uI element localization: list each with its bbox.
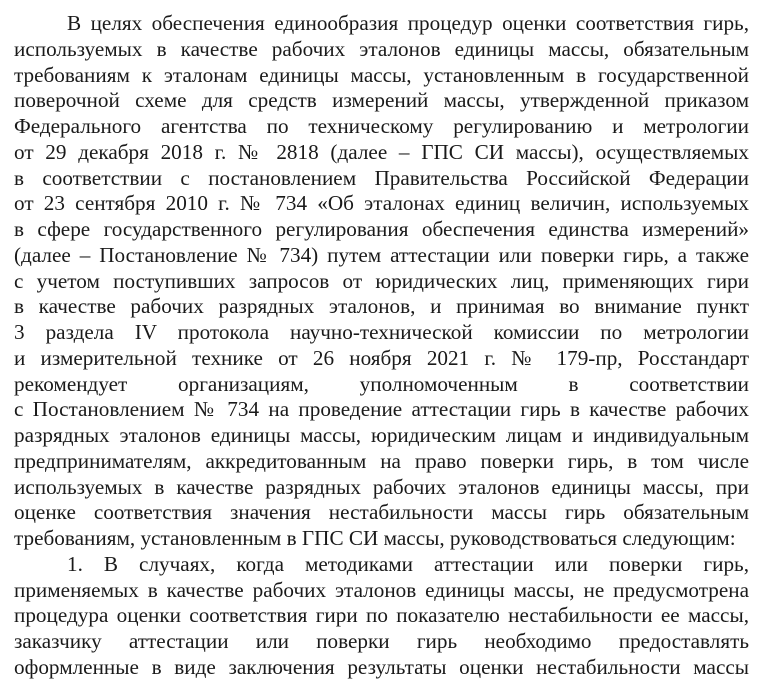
- text-line: 1. В случаях, когда методиками аттестации или поверки гирь,: [67, 551, 749, 576]
- text-line: требованиям к эталонам единицы массы, установленным в государственной: [14, 62, 749, 87]
- text-line: используемых в качестве разрядных рабочих эталонов единицы массы, при: [14, 474, 749, 499]
- paragraph-item-1: [14, 552, 749, 681]
- text-line: В целях обеспечения единообразия процедур оценки соответствия гирь,: [67, 11, 749, 35]
- text-line: от 29 декабря 2018 г. № 2818 (далее – ГПС СИ массы), осуществляемых: [14, 139, 749, 164]
- text-line: (далее – Постановление № 734) путем аттестации или поверки гирь, а также: [14, 242, 749, 267]
- text-line: в качестве рабочих разрядных эталонов, и принимая во внимание пункт: [14, 294, 749, 319]
- text-line: и измерительной технике от 26 ноября 2021 г. № 179-пр, Росстандарт: [14, 345, 749, 370]
- text-line: от 23 сентября 2010 г. № 734 «Об эталонах единиц величин, используемых: [14, 191, 749, 216]
- text-line: Федерального агентства по техническому регулированию и метрологии: [14, 114, 749, 138]
- text-line: требованиям, установленным в ГПС СИ массы, руководствоваться следующим:: [14, 526, 736, 550]
- document-page: [14, 11, 749, 681]
- text-line: рекомендует организациям, уполномоченным в соответствии: [14, 371, 749, 396]
- text-line: предпринимателям, аккредитованным на право поверки гирь, в том числе: [14, 448, 749, 473]
- text-line: в сфере государственного регулирования обеспечения единства измерений»: [14, 217, 749, 241]
- text-line: оформленные в виде заключения результаты оценки нестабильности массы: [14, 654, 749, 679]
- text-line: в соответствии с постановлением Правительства Российской Федерации: [14, 165, 749, 190]
- text-line: разрядных эталонов единицы массы, юридическим лицам и индивидуальным: [14, 423, 749, 447]
- text-line: 3 раздела IV протокола научно-технической комиссии по метрологии: [14, 320, 749, 344]
- paragraph-intro: [14, 11, 749, 552]
- text-line: с учетом поступивших запросов от юридических лиц, применяющих гири: [14, 268, 749, 293]
- text-line: применяемых в качестве рабочих эталонов единицы массы, не предусмотрена: [14, 577, 749, 602]
- text-line: с Постановлением № 734 на проведение аттестации гирь в качестве рабочих: [14, 397, 749, 422]
- text-line: процедура оценки соответствия гири по показателю нестабильности ее массы,: [14, 603, 749, 628]
- text-line: используемых в качестве рабочих эталонов единицы массы, обязательным: [14, 36, 749, 61]
- text-line: поверочной схеме для средств измерений массы, утвержденной приказом: [14, 88, 749, 113]
- text-line: заказчику аттестации или поверки гирь необходимо предоставлять: [14, 629, 749, 653]
- text-line: оценке соответствия значения нестабильности массы гирь обязательным: [14, 500, 749, 525]
